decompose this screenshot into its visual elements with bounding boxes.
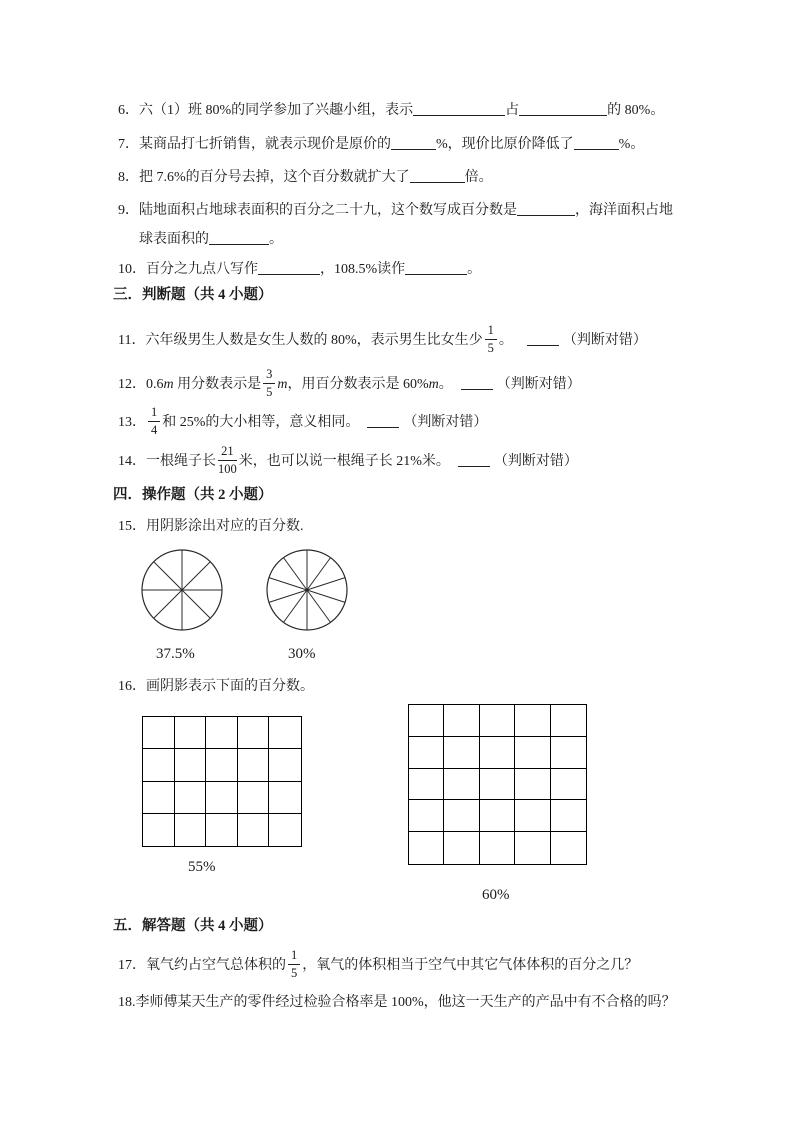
question-13 <box>118 404 487 442</box>
grid-cell <box>444 769 479 801</box>
variable-m: m <box>277 377 288 392</box>
variable-m: m <box>163 377 174 392</box>
question-14 <box>118 443 578 481</box>
question-9-line2 <box>139 230 283 249</box>
fraction <box>288 948 300 980</box>
grid-cell <box>206 782 238 814</box>
grid-cell <box>238 717 270 749</box>
pie-circle-8-sectors <box>141 549 223 631</box>
grid2-percent-label: 60% <box>482 887 510 903</box>
question-text: ，用百分数表示是 60% <box>287 377 429 392</box>
grid-cell <box>444 800 479 832</box>
grid-cell <box>143 717 175 749</box>
question-9-line1 <box>118 201 673 220</box>
grid-cell <box>409 769 444 801</box>
grid-cell <box>238 782 270 814</box>
circle1-percent-label: 37.5% <box>156 646 195 662</box>
grid-cell <box>409 800 444 832</box>
grid-cell <box>480 705 515 737</box>
question-text: 倍。 <box>464 170 493 185</box>
grid1-percent-label: 55% <box>188 859 216 875</box>
section-header-judge: 三．判断题（共 4 小题） <box>113 287 273 303</box>
grid-cell <box>269 717 301 749</box>
judge-answer-blank <box>458 453 490 467</box>
grid-cell <box>409 832 444 864</box>
answer-grid-5x4 <box>142 716 302 847</box>
grid-cell <box>515 832 550 864</box>
fraction-numerator: 1 <box>288 948 300 964</box>
grid-cell <box>143 749 175 781</box>
fraction-denominator: 100 <box>218 461 237 476</box>
question-text: 0.6 <box>146 377 164 392</box>
question-text: 百分之九点八写作 <box>146 262 258 277</box>
question-number: 13． <box>118 415 146 430</box>
question-number: 16． <box>118 679 146 694</box>
question-17 <box>118 947 638 985</box>
question-text: 和 25%的大小相等，意义相同。 <box>162 415 360 430</box>
answer-blank <box>258 261 320 275</box>
question-text: ，氧气的体积相当于空气中其它气体体积的百分之几？ <box>302 958 639 973</box>
question-16 <box>118 677 314 696</box>
question-text: 某商品打七折销售，就表示现价是原价的 <box>139 137 391 152</box>
question-number: 18. <box>118 995 136 1010</box>
answer-blank <box>574 136 619 150</box>
grid-cell <box>444 832 479 864</box>
grid-cell <box>175 749 207 781</box>
grid-cell <box>480 832 515 864</box>
question-text: ，海洋面积占地 <box>575 203 673 218</box>
fraction <box>148 405 160 437</box>
question-6 <box>118 101 664 120</box>
question-text: 。 <box>269 232 283 247</box>
question-text: （判断对错） <box>493 454 578 469</box>
answer-blank <box>391 136 436 150</box>
fraction <box>218 444 237 476</box>
answer-blank <box>410 169 465 183</box>
grid-cell <box>515 800 550 832</box>
question-number: 6． <box>118 103 139 118</box>
question-text: 氧气约占空气总体积的 <box>146 958 286 973</box>
fraction <box>485 323 497 355</box>
fraction-numerator: 1 <box>485 323 497 339</box>
question-text: 用阴影涂出对应的百分数. <box>146 519 304 534</box>
grid-cell <box>480 800 515 832</box>
question-text: %。 <box>618 137 645 152</box>
grid-cell <box>480 769 515 801</box>
question-number: 10． <box>118 262 146 277</box>
question-number: 8． <box>118 170 139 185</box>
question-text: 李师傅某天生产的零件经过检验合格率是 100%，他这一天生产的产品中有不合格的吗？ <box>135 995 676 1010</box>
grid-cell <box>515 737 550 769</box>
grid-cell <box>444 705 479 737</box>
question-text: 。 <box>498 333 513 348</box>
answer-blank <box>519 102 607 116</box>
fraction-denominator: 5 <box>291 965 298 980</box>
question-text: （判断对错） <box>403 415 488 430</box>
grid-cell <box>175 814 207 846</box>
question-text: 米，也可以说一根绳子长 21%米。 <box>238 454 450 469</box>
question-number: 7． <box>118 137 139 152</box>
pie-circle-10-sectors <box>266 549 348 631</box>
judge-answer-blank <box>527 332 559 346</box>
circle2-percent-label: 30% <box>288 646 316 662</box>
question-number: 17． <box>118 958 146 973</box>
section-header-solve: 五．解答题（共 4 小题） <box>113 918 273 934</box>
fraction-numerator: 3 <box>263 367 275 383</box>
question-text: %，现价比原价降低了 <box>436 137 574 152</box>
question-number: 15． <box>118 519 146 534</box>
question-text: 画阴影表示下面的百分数。 <box>146 679 314 694</box>
grid-cell <box>206 814 238 846</box>
question-text: 。 <box>438 377 453 392</box>
question-number: 14． <box>118 454 146 469</box>
grid-cell <box>175 782 207 814</box>
question-text: 陆地面积占地球表面积的百分之二十九，这个数写成百分数是 <box>139 203 517 218</box>
fraction-denominator: 4 <box>151 422 158 437</box>
section-header-operate: 四．操作题（共 2 小题） <box>113 487 273 503</box>
answer-blank <box>517 202 575 216</box>
fraction-denominator: 5 <box>266 384 273 399</box>
fraction-denominator: 5 <box>487 340 494 355</box>
answer-blank <box>413 102 505 116</box>
grid-cell <box>551 705 586 737</box>
grid-cell <box>143 782 175 814</box>
grid-cell <box>444 737 479 769</box>
question-15 <box>118 517 304 536</box>
question-7 <box>118 135 644 154</box>
answer-grid-5x5 <box>408 704 587 865</box>
fraction <box>263 367 275 399</box>
grid-cell <box>480 737 515 769</box>
fraction-numerator: 21 <box>218 444 237 460</box>
answer-blank <box>405 261 467 275</box>
grid-cell <box>551 800 586 832</box>
question-number: 12． <box>118 377 146 392</box>
question-text: 占 <box>505 103 520 118</box>
answer-blank <box>209 231 269 245</box>
question-text: （判断对错） <box>496 377 581 392</box>
fraction-numerator: 1 <box>148 405 160 421</box>
grid-cell <box>238 749 270 781</box>
question-text: 球表面积的 <box>139 232 209 247</box>
question-text: 一根绳子长 <box>146 454 216 469</box>
grid-cell <box>143 814 175 846</box>
question-18 <box>118 993 676 1012</box>
question-8 <box>118 168 493 187</box>
grid-cell <box>551 769 586 801</box>
question-text: 把 7.6%的百分号去掉，这个百分数就扩大了 <box>139 170 410 185</box>
variable-m: m <box>428 377 439 392</box>
grid-cell <box>206 717 238 749</box>
question-11 <box>118 322 647 360</box>
grid-cell <box>409 705 444 737</box>
question-10 <box>118 260 481 279</box>
grid-cell <box>269 814 301 846</box>
grid-cell <box>175 717 207 749</box>
question-number: 9． <box>118 203 139 218</box>
judge-answer-blank <box>367 414 399 428</box>
question-12 <box>118 366 581 404</box>
grid-cell <box>269 782 301 814</box>
grid-cell <box>269 749 301 781</box>
grid-cell <box>551 737 586 769</box>
judge-answer-blank <box>461 376 493 390</box>
question-text: 的 80%。 <box>607 103 665 118</box>
question-text: 用分数表示是 <box>173 377 262 392</box>
question-text: ，108.5%读作 <box>320 262 406 277</box>
question-number: 11． <box>118 333 146 348</box>
grid-cell <box>206 749 238 781</box>
question-text: 六（1）班 80%的同学参加了兴趣小组，表示 <box>139 103 414 118</box>
grid-cell <box>238 814 270 846</box>
question-text: 。 <box>467 262 482 277</box>
grid-cell <box>551 832 586 864</box>
grid-cell <box>409 737 444 769</box>
question-text: 六年级男生人数是女生人数的 80%，表示男生比女生少 <box>145 333 483 348</box>
question-text: （判断对错） <box>562 333 647 348</box>
grid-cell <box>515 769 550 801</box>
grid-cell <box>515 705 550 737</box>
